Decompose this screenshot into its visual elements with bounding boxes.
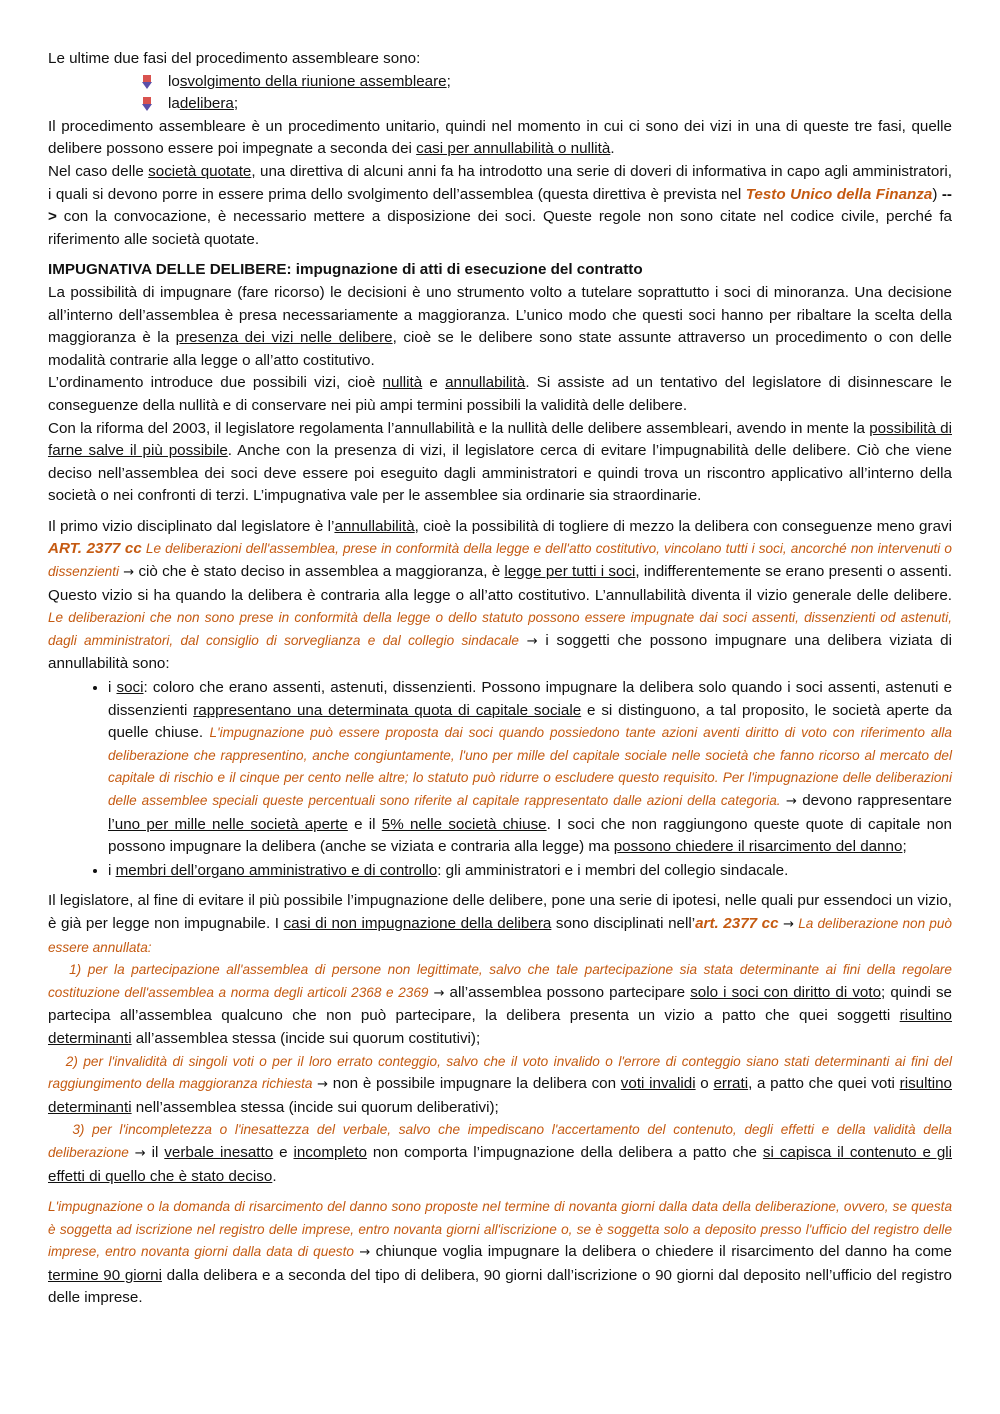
arrow-icon: → <box>785 794 797 809</box>
phase-list <box>48 71 952 116</box>
list-item: lo svolgimento della riunione assembleare ; <box>140 71 952 94</box>
paragraph-annullability: Il primo vizio disciplinato dal legislatore è l’annullabilità, cioè la possibilità di togliere di mezzo la delibera con conseguenze meno gravi ART. 2377 cc Le deliberazioni dell'assemblea, prese in conformità della legge e dell'atto costitutivo, vincolano tutti i soci, ancorché non intervenuti o dissenzienti → ciò che è stato deciso in assemblea a maggioranza, è legge per tutti i soci, indifferentemente se erano presenti o assenti. Questo vizio si ha quando la delibera è contraria alla legge o all’atto costitutivo. L’annullabilità diventa il vizio generale delle delibere. Le deliberazioni che non sono prese in conformità della legge o dello statuto possono essere impugnate dai soci assenti, dissenzienti od astenuti, dagli amministratori, dal consiglio di sorveglianza e dal collegio sindacale → i soggetti che possono impugnare una delibera viziata di annullabilità sono: <box>48 517 952 673</box>
list-item: • i membri dell’organo amministrativo e di controllo: gli amministratori e i membri del collegio sindacale. <box>108 859 952 883</box>
paragraph-listed-companies: Nel caso delle società quotate, una direttiva di alcuni anni fa ha introdotto una serie di doveri di informativa in capo agli amministratori, i quali si devono porre in essere prima dello svolgimento dell’assemblea (questa direttiva è prevista nel Testo Unico della Finanza) --> con la convocazione, è necessario mettere a disposizione dei soci. Queste regole non sono citate nel codice civile, perché fa riferimento alle società quotate. <box>48 162 952 248</box>
arrow-icon: → <box>359 1245 371 1261</box>
subjects-list <box>48 676 952 882</box>
paragraph-unitary-procedure: Il procedimento assembleare è un procedimento unitario, quindi nel momento in cui ci sono dei vizi in una di queste tre fasi, quelle delibere possono essere poi impegnate a seconda dei casi per annullabilità o nullità. <box>48 117 952 158</box>
paragraph-deadline: L'impugnazione o la domanda di risarcimento del danno sono proposte nel termine di novanta giorni dalla data della deliberazione, ovvero, se questa è soggetta ad iscrizione nel registro delle imprese, entro novanta giorni all'iscrizione o, se è soggetta solo a deposito presso l'ufficio del registro delle imprese, entro novanta giorni dalla data di questo → chiunque voglia impugnare la delibera o chiedere il risarcimento del danno ha come termine 90 giorni dalla delibera e a seconda del tipo di delibera, 90 giorni dall’iscrizione o 90 giorni dal deposito nell’ufficio del registro delle imprese. <box>48 1199 952 1307</box>
paragraph-reform-2003: Con la riforma del 2003, il legislatore regolamenta l’annullabilità e la nullità delle delibere assembleari, avendo in mente la possibilità di farne salve il più possibile. Anche con la presenza di vizi, il legislatore cerca di evitare l’impugnabilità delle delibere. Ciò che viene deciso nell’assemblea dei soci deve essere poi eseguito dagli amministratori e quindi trova un riscontro applicativo all’interno della società o nei confronti di terzi. L’impugnativa vale per le assemblee sia ordinarie sia straordinarie. <box>48 419 952 505</box>
arrow-icon: → <box>433 985 445 1001</box>
arrow-icon: → <box>526 633 538 649</box>
case-2: 2) per l'invalidità di singoli voti o per il loro errato conteggio, salvo che il voto invalido o l'errore di conteggio siano stati determinanti ai fini del raggiungimento della maggioranza richiesta → non è possibile impugnare la delibera con voti invalidi o errati, a patto che quei voti risultino determinanti nell’assemblea stessa (incide sui quorum deliberativi); <box>48 1053 952 1116</box>
list-item: la delibera ; <box>140 93 952 116</box>
list-item: • i soci: coloro che erano assenti, astenuti, dissenzienti. Possono impugnare la delibera solo quando i soci assenti, astenuti e dissenzienti rappresentano una determinata quota di capitale sociale e si distinguono, a tal proposito, le società aperte da quelle chiuse. L'impugnazione può essere proposta dai soci quando possiedono tante azioni aventi diritto di voto con riferimento alla deliberazione che rappresentino, anche congiuntamente, l'uno per mille del capitale sociale nelle società che fanno ricorso al mercato del capitale di rischio e il cinque per cento nelle altre; lo statuto può ridurre o escludere questo requisito. Per l'impugnazione delle deliberazioni delle assemblee speciali queste percentuali sono riferite al capitale rappresentato dalle azioni della categoria. → devono rappresentare l’uno per mille nelle società aperte e il 5% nelle società chiuse. I soci che non raggiungono queste quote di capitale non possono impugnare la delibera (anche se viziata e contraria alla legge) ma possono chiedere il risarcimento del danno; <box>108 676 952 859</box>
paragraph-vices: L’ordinamento introduce due possibili vizi, cioè nullità e annullabilità. Si assiste ad un tentativo del legislatore di disinnescare le conseguenze della nullità e di conservare nei più ampi termini possibili la validità delle delibere. <box>48 374 952 414</box>
section-heading: IMPUGNATIVA DELLE DELIBERE: impugnazione di atti di esecuzione del contratto <box>48 261 643 279</box>
pointing-hand-icon <box>140 97 154 111</box>
intro-paragraph: Le ultime due fasi del procedimento assembleare sono: <box>48 50 421 67</box>
case-1: 1) per la partecipazione all'assemblea di persone non legittimate, salvo che tale partecipazione sia stata determinante ai fini della regolare costituzione dell'assemblea a norma degli articoli 2368 e 2369 → all’assemblea possono partecipare solo i soci con diritto di voto; quindi se partecipa all’assemblea qualcuno che non può partecipare, la delibera presenta un vizio a patto che quei soggetti risultino determinanti all’assemblea stessa (incide sui quorum costitutivi); <box>48 962 952 1047</box>
case-3: 3) per l'incompletezza o l'inesattezza del verbale, salvo che impediscano l'accertamento del contenuto, degli effetti e della validità della deliberazione → il verbale inesatto e incompleto non comporta l’impugnazione della delibera a patto che si capisca il contenuto e gli effetti di quello che è stato deciso. <box>48 1122 953 1185</box>
arrow-icon: → <box>317 1077 329 1093</box>
arrow-icon: → <box>123 565 135 581</box>
paragraph-non-impugnation: Il legislatore, al fine di evitare il più possibile l’impugnazione delle delibere, pone una serie di ipotesi, nelle quali pur essendoci un vizio, è già per legge non impugnabile. I casi di non impugnazione della delibera sono disciplinati nell’art. 2377 cc → La deliberazione non può essere annullata: <box>48 892 952 955</box>
arrow-icon: → <box>134 1145 146 1161</box>
pointing-hand-icon <box>140 75 154 89</box>
arrow-icon: → <box>783 916 795 932</box>
paragraph-impugnation: La possibilità di impugnare (fare ricorso) le decisioni è uno strumento volto a tutelare soprattutto i soci di minoranza. Una decisione all’interno dell’assemblea è presa necessariamente a maggioranza. L’unico modo che questi soci hanno per ribaltare la scelta della maggioranza è la presenza dei vizi nelle delibere, cioè se le delibere sono state assunte attraverso un procedimento o con delle modalità contrarie alla legge o all’atto costitutivo. <box>48 283 953 369</box>
